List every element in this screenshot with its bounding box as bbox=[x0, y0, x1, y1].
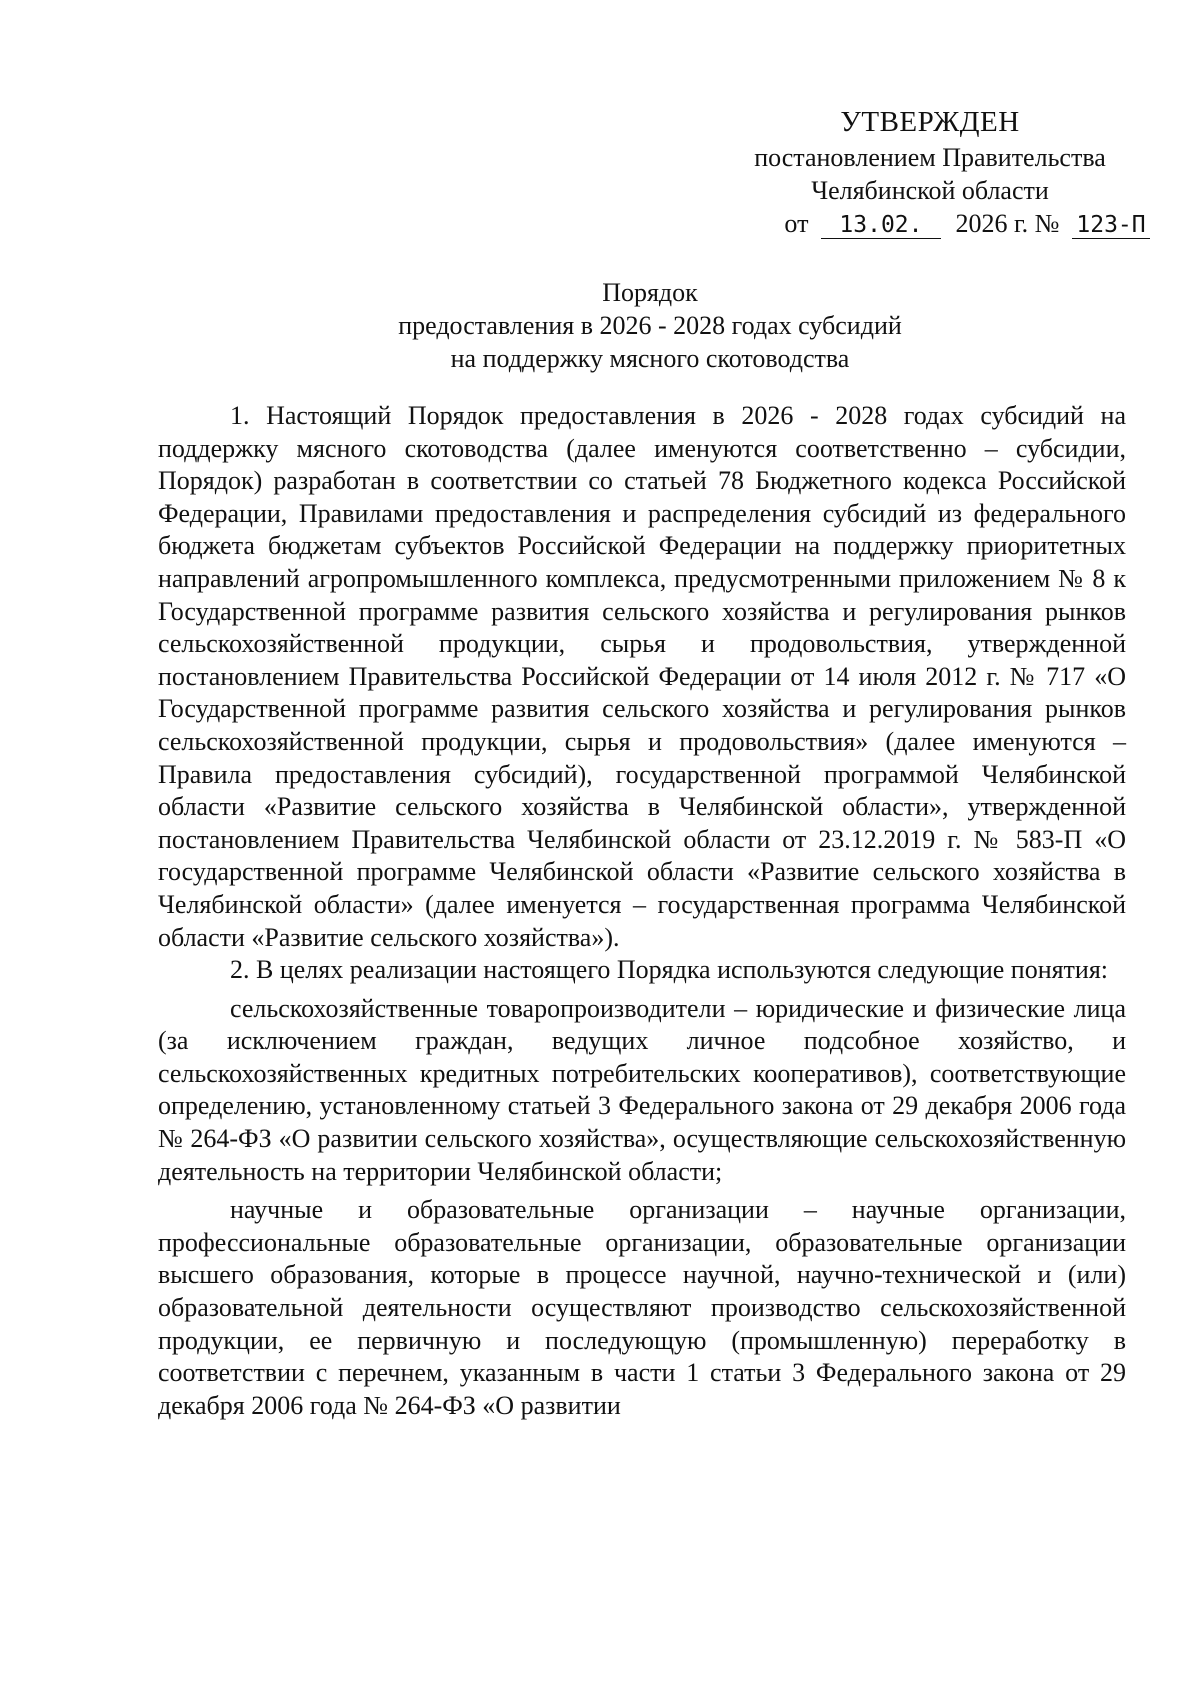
approval-number: 123-П bbox=[1072, 212, 1150, 239]
paragraph-3: сельскохозяйственные товаропроизводители – юридические и физические лица (за исключением граждан, ведущих личное подсобное хозяйство, и сельскохозяйственных кредитных потребительских кооперативов), соответствующие определению, установленному статьей 3 Федерального закона от 29 декабря 2006 года № 264-ФЗ «О развитии сельского хозяйства», осуществляющие сельскохозяйственную деятельность на территории Челябинской области; bbox=[158, 993, 1126, 1186]
approval-date: 13.02. bbox=[821, 212, 941, 239]
approval-line-1: постановлением Правительства bbox=[754, 143, 1106, 172]
approval-stamp bbox=[700, 106, 1160, 240]
approval-year-text: 2026 г. № bbox=[955, 209, 1060, 238]
approval-date-line bbox=[700, 207, 1160, 240]
title-line-3: на поддержку мясного скотоводства bbox=[450, 344, 850, 373]
approval-prefix: от bbox=[784, 209, 809, 238]
paragraph-2: 2. В целях реализации настоящего Порядка используются следующие понятия: bbox=[230, 955, 1109, 985]
document-body bbox=[158, 400, 1126, 1422]
approval-line-2: Челябинской области bbox=[811, 176, 1049, 205]
title-line-2: предоставления в 2026 - 2028 годах субсидий bbox=[398, 311, 902, 340]
document-title bbox=[150, 276, 1150, 375]
paragraph-4: научные и образовательные организации – научные организации, профессиональные образовательные организации, образовательные организации высшего образования, которые в процессе научной, научно-технической и (или) образовательной деятельности осуществляют производство сельскохозяйственной продукции, ее первичную и последующую (промышленную) переработку в соответствии с перечнем, указанным в части 1 статьи 3 Федерального закона от 29 декабря 2006 года № 264-ФЗ «О развитии bbox=[158, 1195, 1126, 1420]
approval-heading: УТВЕРЖДЕН bbox=[840, 106, 1020, 138]
paragraph-1: 1. Настоящий Порядок предоставления в 2026 - 2028 годах субсидий на поддержку мясного скотоводства (далее именуются соответственно – субсидии, Порядок) разработан в соответствии со статьей 78 Бюджетного кодекса Российской Федерации, Правилами предоставления и распределения субсидий из федерального бюджета бюджетам субъектов Российской Федерации на поддержку приоритетных направлений агропромышленного комплекса, предусмотренными приложением № 8 к Государственной программе развития сельского хозяйства и регулирования рынков сельскохозяйственной продукции, сырья и продовольствия, утвержденной постановлением Правительства Российской Федерации от 14 июля 2012 г. № 717 «О Государственной программе развития сельского хозяйства и регулирования рынков сельскохозяйственной продукции, сырья и продовольствия» (далее именуются – Правила предоставления субсидий), государственной программой Челябинской области «Развитие сельского хозяйства в Челябинской области», утвержденной постановлением Правительства Челябинской области от 23.12.2019 г. № 583-П «О государственной программе Челябинской области «Развитие сельского хозяйства в Челябинской области» (далее именуется – государственная программа Челябинской области «Развитие сельского хозяйства»). bbox=[158, 401, 1126, 952]
title-line-1: Порядок bbox=[602, 278, 698, 307]
